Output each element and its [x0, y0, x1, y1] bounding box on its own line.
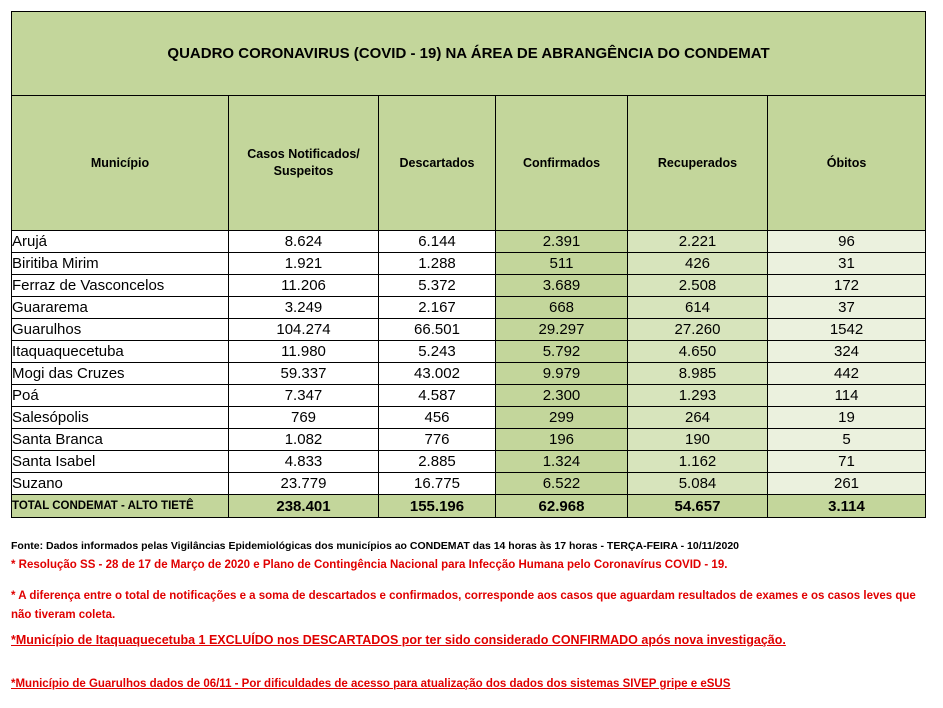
cell-descartados: 456 [379, 407, 496, 429]
cell-descartados: 16.775 [379, 473, 496, 495]
total-recuperados: 54.657 [628, 495, 768, 518]
cell-obitos: 261 [768, 473, 926, 495]
guarulhos-note: *Município de Guarulhos dados de 06/11 - Por dificuldades de acesso para atualização dos dados dos sistemas SIVEP gripe e eSUS [11, 678, 731, 690]
table-row [12, 363, 926, 385]
total-label: TOTAL CONDEMAT - ALTO TIETÊ [12, 495, 229, 518]
cell-municipio: Suzano [12, 473, 229, 495]
cell-municipio: Guararema [12, 297, 229, 319]
cell-recuperados: 1.162 [628, 451, 768, 473]
header-descartados: Descartados [379, 96, 496, 231]
difference-note: * A diferença entre o total de notificações e a soma de descartados e confirmados, corresponde aos casos que aguardam resultados de exames e os casos leves que não tiveram coleta. [11, 590, 916, 621]
cell-recuperados: 614 [628, 297, 768, 319]
table-row [12, 231, 926, 253]
cell-notificados: 1.921 [229, 253, 379, 275]
cell-recuperados: 2.508 [628, 275, 768, 297]
cell-recuperados: 190 [628, 429, 768, 451]
total-descartados: 155.196 [379, 495, 496, 518]
cell-obitos: 31 [768, 253, 926, 275]
cell-obitos: 96 [768, 231, 926, 253]
cell-descartados: 776 [379, 429, 496, 451]
cell-notificados: 23.779 [229, 473, 379, 495]
cell-recuperados: 426 [628, 253, 768, 275]
cell-obitos: 37 [768, 297, 926, 319]
total-row [12, 495, 926, 518]
cell-obitos: 172 [768, 275, 926, 297]
cell-municipio: Santa Branca [12, 429, 229, 451]
cell-notificados: 7.347 [229, 385, 379, 407]
header-recuperados: Recuperados [628, 96, 768, 231]
header-municipio: Município [12, 96, 229, 231]
cell-confirmados: 668 [496, 297, 628, 319]
cell-recuperados: 264 [628, 407, 768, 429]
cell-obitos: 71 [768, 451, 926, 473]
cell-municipio: Ferraz de Vasconcelos [12, 275, 229, 297]
header-notificados-line2: Suspeitos [273, 164, 334, 178]
cell-obitos: 19 [768, 407, 926, 429]
cell-confirmados: 511 [496, 253, 628, 275]
resolution-note: * Resolução SS - 28 de 17 de Março de 2020 e Plano de Contingência Nacional para Infecção Humana pelo Coronavírus COVID - 19. [11, 559, 728, 571]
cell-notificados: 4.833 [229, 451, 379, 473]
cell-recuperados: 4.650 [628, 341, 768, 363]
header-notificados-line1: Casos Notificados/ [247, 147, 360, 161]
cell-descartados: 2.885 [379, 451, 496, 473]
cell-municipio: Guarulhos [12, 319, 229, 341]
title-row [12, 12, 926, 96]
table-row [12, 275, 926, 297]
cell-recuperados: 1.293 [628, 385, 768, 407]
cell-recuperados: 8.985 [628, 363, 768, 385]
cell-notificados: 104.274 [229, 319, 379, 341]
cell-municipio: Arujá [12, 231, 229, 253]
cell-notificados: 1.082 [229, 429, 379, 451]
cell-notificados: 59.337 [229, 363, 379, 385]
cell-descartados: 5.372 [379, 275, 496, 297]
table-row [12, 451, 926, 473]
cell-confirmados: 5.792 [496, 341, 628, 363]
table-row [12, 319, 926, 341]
table-body [12, 12, 926, 518]
cell-confirmados: 2.391 [496, 231, 628, 253]
cell-municipio: Santa Isabel [12, 451, 229, 473]
cell-municipio: Biritiba Mirim [12, 253, 229, 275]
cell-recuperados: 27.260 [628, 319, 768, 341]
cell-confirmados: 6.522 [496, 473, 628, 495]
table-row [12, 341, 926, 363]
cell-municipio: Mogi das Cruzes [12, 363, 229, 385]
cell-confirmados: 9.979 [496, 363, 628, 385]
table-row [12, 429, 926, 451]
source-note: Fonte: Dados informados pelas Vigilâncias Epidemiológicas dos municípios ao CONDEMAT das 14 horas às 17 horas - TERÇA-FEIRA - 10/11/2020 [11, 540, 739, 552]
cell-notificados: 8.624 [229, 231, 379, 253]
cell-obitos: 442 [768, 363, 926, 385]
table-title: QUADRO CORONAVIRUS (COVID - 19) NA ÁREA DE ABRANGÊNCIA DO CONDEMAT [12, 12, 926, 96]
cell-notificados: 3.249 [229, 297, 379, 319]
cell-confirmados: 3.689 [496, 275, 628, 297]
cell-descartados: 5.243 [379, 341, 496, 363]
table-row [12, 253, 926, 275]
cell-descartados: 2.167 [379, 297, 496, 319]
header-row [12, 96, 926, 231]
cell-confirmados: 196 [496, 429, 628, 451]
cell-obitos: 324 [768, 341, 926, 363]
cell-confirmados: 2.300 [496, 385, 628, 407]
table-row [12, 297, 926, 319]
cell-descartados: 43.002 [379, 363, 496, 385]
cell-municipio: Poá [12, 385, 229, 407]
total-confirmados: 62.968 [496, 495, 628, 518]
cell-descartados: 66.501 [379, 319, 496, 341]
cell-descartados: 4.587 [379, 385, 496, 407]
cell-confirmados: 1.324 [496, 451, 628, 473]
cell-obitos: 114 [768, 385, 926, 407]
cell-municipio: Salesópolis [12, 407, 229, 429]
header-notificados [229, 96, 379, 231]
itaquaquecetuba-note: *Município de Itaquaquecetuba 1 EXCLUÍDO nos DESCARTADOS por ter sido considerado CONFIRMADO após nova investigação. [11, 633, 786, 647]
cell-notificados: 11.206 [229, 275, 379, 297]
covid-table [11, 11, 926, 518]
cell-confirmados: 299 [496, 407, 628, 429]
header-obitos: Óbitos [768, 96, 926, 231]
cell-descartados: 6.144 [379, 231, 496, 253]
table-row [12, 385, 926, 407]
cell-recuperados: 5.084 [628, 473, 768, 495]
cell-confirmados: 29.297 [496, 319, 628, 341]
cell-municipio: Itaquaquecetuba [12, 341, 229, 363]
cell-descartados: 1.288 [379, 253, 496, 275]
total-notificados: 238.401 [229, 495, 379, 518]
cell-notificados: 11.980 [229, 341, 379, 363]
cell-obitos: 5 [768, 429, 926, 451]
table-row [12, 473, 926, 495]
cell-recuperados: 2.221 [628, 231, 768, 253]
table-row [12, 407, 926, 429]
header-confirmados: Confirmados [496, 96, 628, 231]
cell-obitos: 1542 [768, 319, 926, 341]
cell-notificados: 769 [229, 407, 379, 429]
total-obitos: 3.114 [768, 495, 926, 518]
